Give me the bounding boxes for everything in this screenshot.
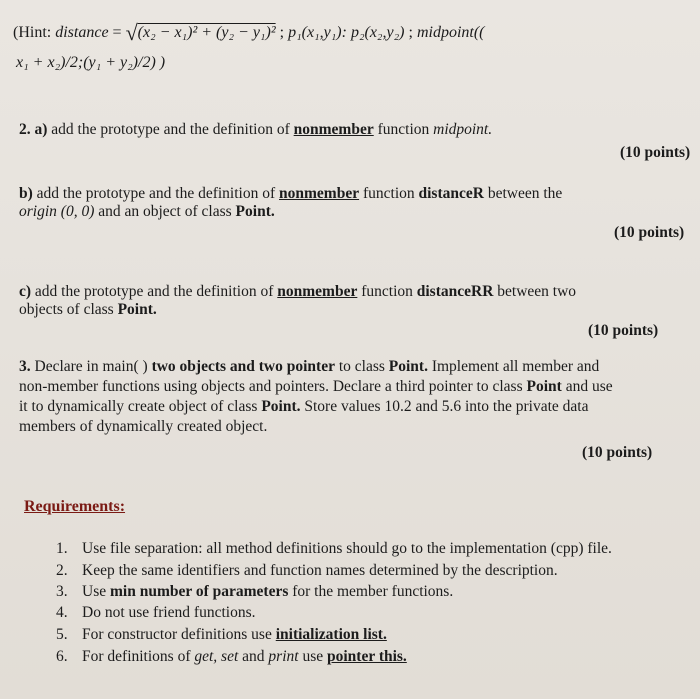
question-2b-number: b) [19, 185, 33, 202]
item-number: 4. [56, 604, 68, 621]
item-text: For definitions of [82, 648, 195, 665]
question-2b-line-2 [19, 203, 275, 221]
item-number: 1. [56, 540, 68, 557]
question-3-line-1 [19, 358, 599, 376]
question-2c-number: c) [19, 283, 32, 300]
question-2b-text: add the prototype and the definition of [32, 185, 280, 202]
question-3-text: Declare in main( ) [30, 358, 152, 375]
item-text: Use file separation: all method definitions should go to the implementation (cpp) file. [82, 540, 612, 557]
item-bold-underline: pointer this. [327, 648, 407, 665]
objects-pointers-text: two objects and two pointer [151, 358, 335, 375]
radical-sign: √ [125, 20, 138, 45]
question-3-text-7: Store values 10.2 and 5.6 into the private data [300, 398, 589, 415]
class-point: Point [526, 378, 562, 395]
question-3-text-4: non-member functions using objects and pointers. Declare a third pointer to class [19, 378, 527, 395]
points-2b: (10 points) [614, 224, 685, 241]
question-2a-text-2: function [373, 121, 434, 138]
distance-formula: (x₂ − x₁)² + (y₂ − y₁)² [137, 24, 276, 41]
requirements-title: Requirements: [24, 498, 126, 515]
hint-eq: = [108, 24, 126, 41]
item-number: 2. [56, 562, 68, 579]
class-point: Point. [388, 358, 428, 375]
question-2c-line-1 [19, 283, 576, 301]
class-point: Point. [117, 301, 157, 318]
question-2c-text-2: function [357, 283, 417, 300]
origin-label: origin [19, 203, 61, 220]
hint-distance-label: distance [55, 24, 109, 41]
item-number: 6. [56, 648, 68, 665]
item-italic-2: print [268, 648, 299, 665]
question-2b-text-4: and an object of class [94, 203, 236, 220]
hint-midpoint-label: midpoint(( [416, 24, 485, 41]
hint-open: (Hint: [13, 24, 56, 41]
item-italic: get, set [194, 648, 239, 665]
question-3-line-3 [19, 398, 588, 416]
question-2c-text-3: between two [493, 283, 577, 300]
requirement-item-3 [56, 583, 453, 601]
item-bold-underline: initialization list. [275, 626, 387, 643]
requirement-item-5 [56, 626, 387, 644]
question-2b-text-2: function [359, 185, 419, 202]
requirement-item-2 [56, 562, 558, 580]
item-text: Keep the same identifiers and function names determined by the description. [82, 562, 558, 579]
question-3-text-2: to class [334, 358, 389, 375]
nonmember-keyword: nonmember [293, 121, 374, 138]
question-2a-text: add the prototype and the definition of [47, 121, 294, 138]
hint-sep-1: ; [275, 24, 289, 41]
question-3-line-2 [19, 378, 613, 396]
hint-line-2: x₁ + x₂)/2;(y₁ + y₂)/2) ) [16, 54, 166, 71]
points-2a: (10 points) [620, 144, 691, 161]
question-3-number: 3. [19, 358, 31, 375]
question-2b-line-1 [19, 185, 562, 203]
item-number: 3. [56, 583, 68, 600]
function-name-distancer: distanceR [418, 185, 484, 202]
hint-line-1 [13, 20, 485, 45]
item-text-3: use [298, 648, 327, 665]
item-text: Use [82, 583, 110, 600]
question-3-text-6: it to dynamically create object of class [19, 398, 262, 415]
class-point: Point. [235, 203, 275, 220]
requirement-item-6 [56, 648, 407, 666]
function-name-midpoint: midpoint. [433, 121, 493, 138]
question-2a-number: 2. a) [19, 121, 48, 138]
nonmember-keyword: nonmember [277, 283, 358, 300]
question-2b-text-3: between the [483, 185, 563, 202]
item-text-2: and [238, 648, 269, 665]
hint-points: p₁(x₁,y₁): p₂(x₂,y₂) [288, 24, 405, 41]
class-point: Point. [261, 398, 301, 415]
question-2c-line-2 [19, 301, 157, 319]
question-2a [19, 121, 492, 139]
points-3: (10 points) [582, 444, 653, 461]
requirement-item-4 [56, 604, 255, 622]
question-2c-text: add the prototype and the definition of [31, 283, 278, 300]
item-number: 5. [56, 626, 68, 643]
question-2c-text-4: objects of class [19, 301, 118, 318]
function-name-distancerr: distanceRR [416, 283, 494, 300]
item-text-2: for the member functions. [288, 583, 454, 600]
origin-coords: (0, 0) [60, 203, 95, 220]
item-bold: min number of parameters [109, 583, 289, 600]
question-3-text-3: Implement all member and [427, 358, 600, 375]
hint-sep-2: ; [404, 24, 417, 41]
requirement-item-1 [56, 540, 612, 558]
points-2c: (10 points) [588, 322, 659, 339]
item-text: For constructor definitions use [82, 626, 276, 643]
question-3-text-5: and use [561, 378, 613, 395]
question-3-line-4: members of dynamically created object. [19, 418, 268, 435]
nonmember-keyword: nonmember [279, 185, 360, 202]
item-text: Do not use friend functions. [82, 604, 256, 621]
